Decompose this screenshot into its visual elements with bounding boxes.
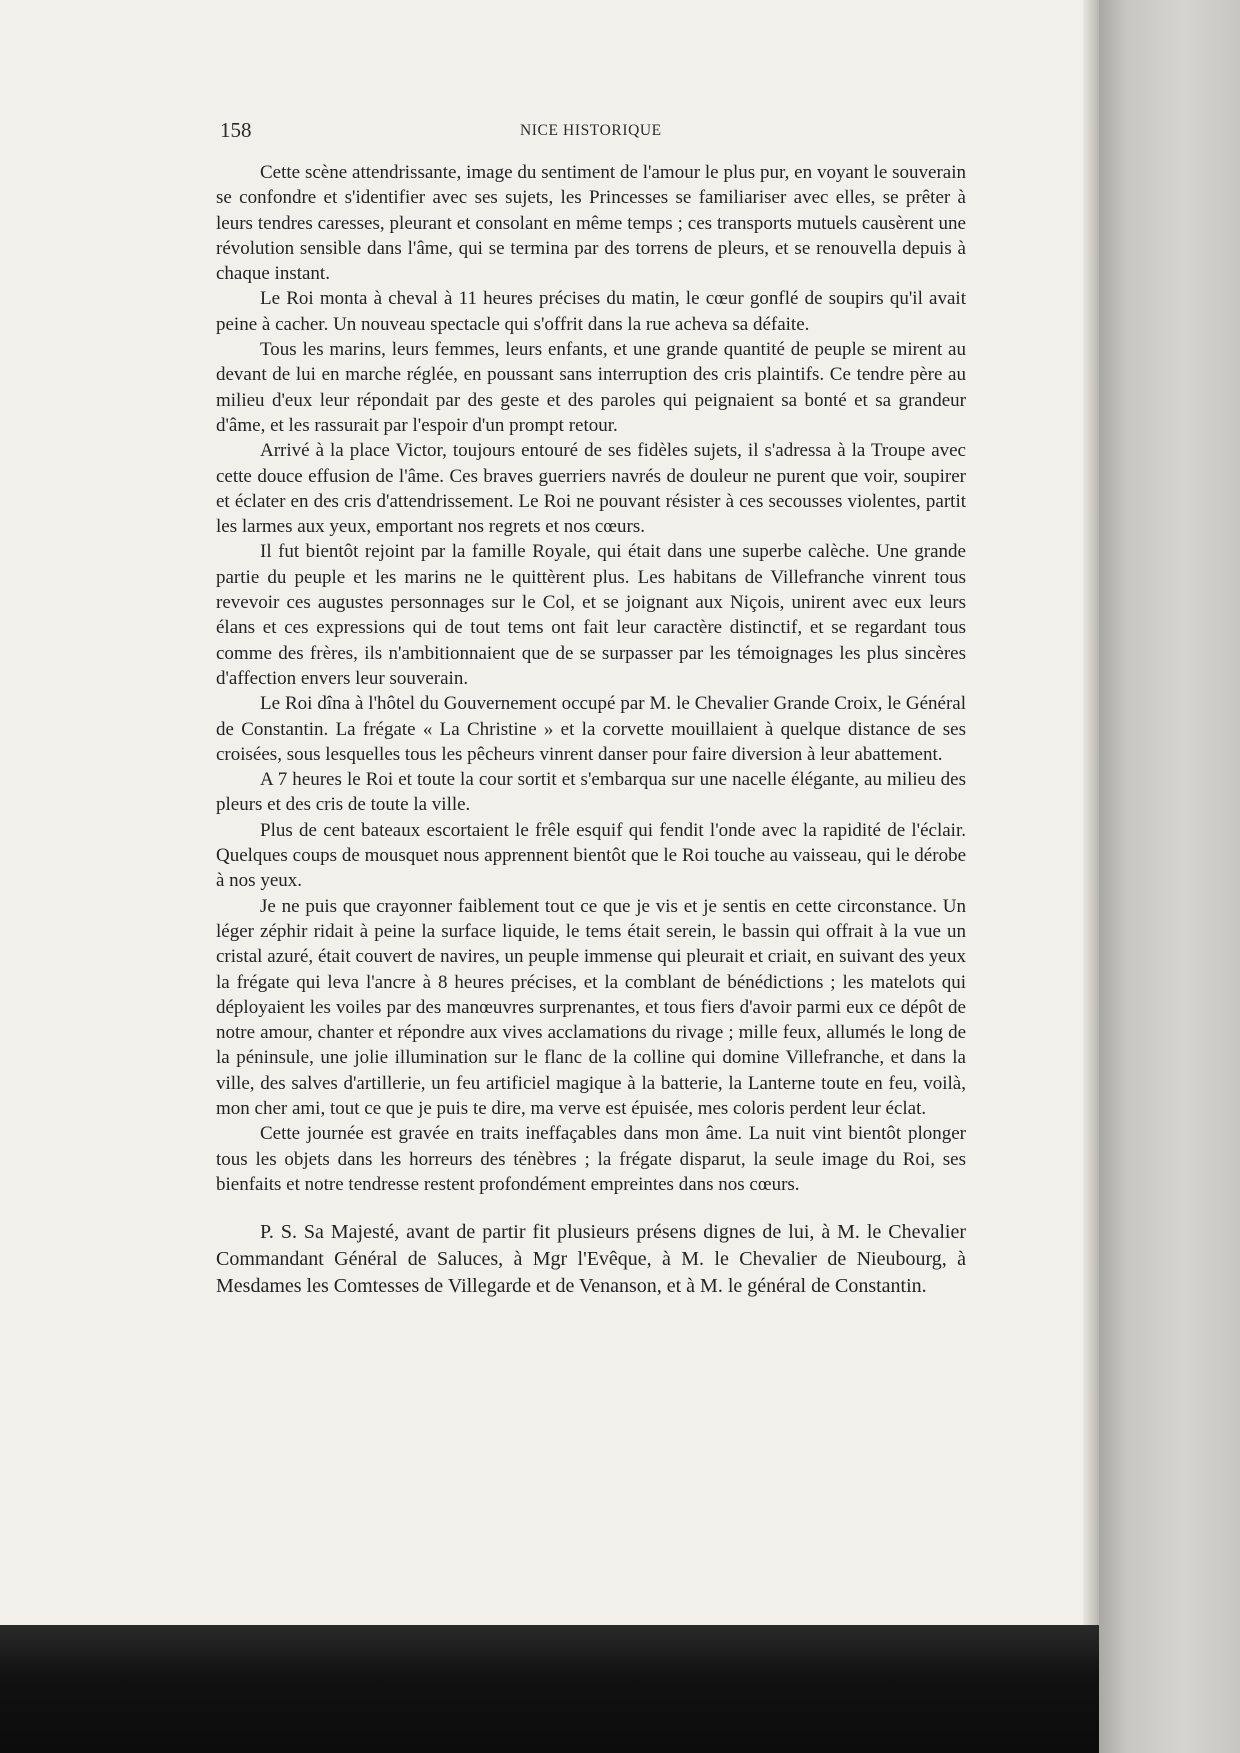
postscript: P. S. Sa Majesté, avant de partir fit plusieurs présens dignes de lui, à M. le Chevalier Commandant Général de Saluces, à Mgr l'Evêque, à M. le Chevalier de Nieubourg, à Mesdames les Comtesses de Villegarde et de Venanson, et à M. le général de Constantin.	[216, 1221, 966, 1298]
body-text	[216, 160, 966, 1300]
scan-background	[0, 1625, 1099, 1753]
paragraph: Il fut bientôt rejoint par la famille Royale, qui était dans une superbe calèche. Une grande partie du peuple et les marins ne le quittèrent plus. Les habitans de Villefranche vinrent tous revevoir ces augustes personnages sur le Col, et se joignant aux Niçois, unirent avec eux leurs élans et ces expressions qui de tout tems ont fait leur caractère distinctif, et se regardant tous comme des frères, ils n'ambitionnaient que de se surpasser par les témoignages les plus sincères d'affection envers leur souverain.	[216, 541, 966, 689]
page-fold	[1083, 0, 1099, 1625]
paragraph: Cette scène attendrissante, image du sentiment de l'amour le plus pur, en voyant le souverain se confondre et s'identifier avec ses sujets, les Princesses se familiariser avec elles, se prêter à leurs tendres caresses, pleurant et consolant en même temps ; ces transports mutuels causèrent une révolution sensible dans l'âme, qui se termina par des torrens de pleurs, et se renouvella depuis à chaque instant.	[216, 162, 966, 285]
journal-title: NICE HISTORIQUE	[520, 122, 662, 139]
paragraph: Cette journée est gravée en traits ineffaçables dans mon âme. La nuit vint bientôt plonger tous les objets dans les horreurs des ténèbres ; la frégate disparut, la seule image du Roi, ses bienfaits et notre tendresse restent profondément empreintes dans nos cœurs.	[216, 1123, 966, 1195]
running-head	[0, 118, 1120, 148]
paragraph: Tous les marins, leurs femmes, leurs enfants, et une grande quantité de peuple se mirent au devant de lui en marche réglée, en poussant sans interruption des cris plaintifs. Ce tendre père au milieu d'eux leur répondait par des geste et des paroles qui peignaient sa bonté et sa grandeur d'âme, et les rassurait par l'espoir d'un prompt retour.	[216, 339, 966, 436]
paragraph: Le Roi monta à cheval à 11 heures précises du matin, le cœur gonflé de soupirs qu'il avait peine à cacher. Un nouveau spectacle qui s'offrit dans la rue acheva sa défaite.	[216, 288, 966, 335]
facing-page-edge	[1099, 0, 1240, 1753]
paragraph: Plus de cent bateaux escortaient le frêle esquif qui fendit l'onde avec la rapidité de l'éclair. Quelques coups de mousquet nous apprennent bientôt que le Roi touche au vaisseau, qui le dérobe à nos yeux.	[216, 819, 966, 892]
page-number: 158	[220, 118, 252, 142]
paragraph: Arrivé à la place Victor, toujours entouré de ses fidèles sujets, il s'adressa à la Troupe avec cette douce effusion de l'âme. Ces braves guerriers navrés de douleur ne purent que voir, soupirer et éclater en des cris d'attendrissement. Le Roi ne pouvant résister à ces secousses violentes, partit les larmes aux yeux, emportant nos regrets et nos cœurs.	[216, 440, 966, 538]
paragraph: Je ne puis que crayonner faiblement tout ce que je vis et je sentis en cette circonstance. Un léger zéphir ridait à peine la surface liquide, le tems était serein, le bassin qui offrait à la vue un cristal azuré, était couvert de navires, un peuple immense qui pleurait et criait, en suivant des yeux la frégate qui leva l'ancre à 8 heures précises, et la comblant de bénédictions ; les matelots qui déployaient les voiles par des manœuvres surprenantes, et tous fiers d'avoir parmi eux ce dépôt de notre amour, chanter et répondre aux vives acclamations du rivage ; mille feux, allumés le long de la péninsule, une jolie illumination sur le flanc de la colline qui domine Villefranche, et dans la ville, des salves d'artillerie, un feu artificiel magique à la batterie, la Lanterne toute en feu, voilà, mon cher ami, tout ce que je puis te dire, ma verve est épuisée, mes coloris perdent leur éclat.	[216, 895, 966, 1119]
paragraph: A 7 heures le Roi et toute la cour sortit et s'embarqua sur une nacelle élégante, au milieu des pleurs et des cris de toute la ville.	[216, 769, 966, 816]
paragraph: Le Roi dîna à l'hôtel du Gouvernement occupé par M. le Chevalier Grande Croix, le Général de Constantin. La frégate « La Christine » et la corvette mouillaient à quelque distance de ses croisées, sous lesquelles tous les pêcheurs vinrent danser pour faire diversion à leur abattement.	[216, 693, 966, 765]
